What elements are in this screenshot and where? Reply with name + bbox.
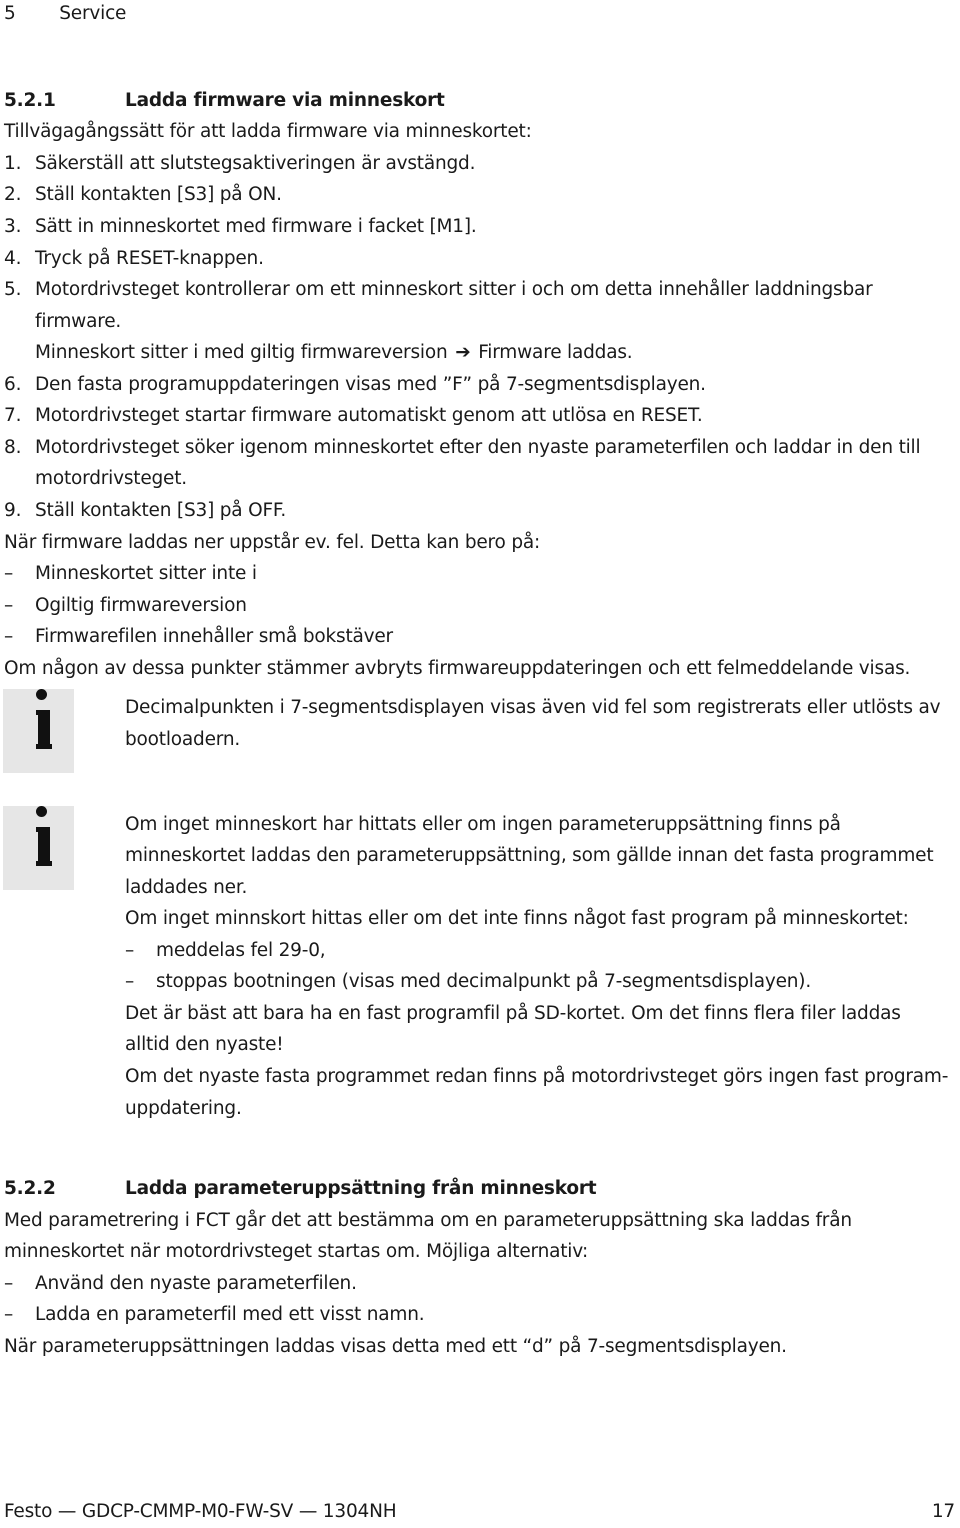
dash-bullet: – bbox=[125, 971, 135, 992]
list-item-continuation: firmware. bbox=[35, 311, 122, 332]
list-item: 2. Ställ kontakten [S3] på ON. bbox=[4, 184, 282, 205]
section-heading-522 bbox=[4, 1173, 596, 1205]
note-text: Det är bäst att bara ha en fast programfil på SD-kortet. Om det finns flera filer laddas bbox=[125, 1003, 901, 1024]
section-number: 5.2.2 bbox=[4, 1178, 56, 1199]
list-item: 1. Säkerställ att slutstegsaktiveringen är avstängd. bbox=[4, 153, 476, 174]
list-item: – meddelas fel 29-0, bbox=[125, 935, 325, 967]
page-header bbox=[4, 0, 126, 30]
list-item: 7. Motordrivsteget startar firmware automatiskt genom att utlösa en RESET. bbox=[4, 405, 703, 426]
list-item: – Ladda en parameterfil med ett visst namn. bbox=[4, 1299, 424, 1331]
note-text: minneskortet laddas den parameteruppsättning, som gällde innan det fasta programmet bbox=[125, 845, 934, 866]
info-icon bbox=[3, 806, 74, 890]
list-item-continuation: motordrivsteget. bbox=[35, 468, 187, 489]
note-text: laddades ner. bbox=[125, 877, 248, 898]
header-chapter: 5 bbox=[4, 3, 16, 24]
dash-bullet: – bbox=[4, 1304, 14, 1325]
dash-bullet: – bbox=[4, 595, 14, 616]
list-item: – Minneskortet sitter inte i bbox=[4, 558, 257, 590]
step-result: Minneskort sitter i med giltig firmwareversion ➔ Firmware laddas. bbox=[35, 337, 632, 369]
section-intro: Tillvägagångssätt för att ladda firmware via minneskortet: bbox=[4, 121, 532, 142]
header-title: Service bbox=[59, 3, 127, 24]
list-item: – Använd den nyaste parameterfilen. bbox=[4, 1268, 357, 1300]
list-item: 9. Ställ kontakten [S3] på OFF. bbox=[4, 500, 287, 521]
note-text: Om inget minneskort har hittats eller om ingen parameteruppsättning finns på bbox=[125, 814, 841, 835]
list-item: 3. Sätt in minneskortet med firmware i facket [M1]. bbox=[4, 216, 477, 237]
paragraph: Med parametrering i FCT går det att bestämma om en parameteruppsättning ska laddas från bbox=[4, 1210, 852, 1231]
dash-bullet: – bbox=[4, 563, 14, 584]
note-text: Om det nyaste fasta programmet redan finns på motordrivsteget görs ingen fast program- bbox=[125, 1066, 949, 1087]
list-item: 4. Tryck på RESET-knappen. bbox=[4, 248, 264, 269]
dash-bullet: – bbox=[4, 626, 14, 647]
note-text: Om inget minnskort hittas eller om det inte finns något fast program på minneskortet: bbox=[125, 908, 909, 929]
list-item: 5. Motordrivsteget kontrollerar om ett minneskort sitter i och om detta innehåller laddningsbar bbox=[4, 279, 873, 300]
section-number: 5.2.1 bbox=[4, 90, 56, 111]
page-number: 17 bbox=[931, 1501, 955, 1522]
paragraph: När parameteruppsättningen laddas visas detta med ett “d” på 7-segmentsdisplayen. bbox=[4, 1336, 787, 1357]
section-title: Ladda parameteruppsättning från minneskort bbox=[125, 1178, 597, 1199]
error-outro: Om någon av dessa punkter stämmer avbryts firmwareuppdateringen och ett felmeddelande visas. bbox=[4, 658, 911, 679]
list-item: – Ogiltig firmwareversion bbox=[4, 590, 247, 622]
note-text: alltid den nyaste! bbox=[125, 1034, 284, 1055]
section-title: Ladda firmware via minneskort bbox=[125, 90, 445, 111]
list-item: 8. Motordrivsteget söker igenom minneskortet efter den nyaste parameterfilen och laddar in den till bbox=[4, 437, 921, 458]
list-item: 6. Den fasta programuppdateringen visas med ”F” på 7-segmentsdisplayen. bbox=[4, 374, 706, 395]
info-icon bbox=[3, 689, 74, 773]
list-item: – stoppas bootningen (visas med decimalpunkt på 7-segmentsdisplayen). bbox=[125, 966, 811, 998]
note-text: bootloadern. bbox=[125, 729, 241, 750]
note-text: Decimalpunkten i 7-segmentsdisplayen visas även vid fel som registrerats eller utlösts av bbox=[125, 697, 941, 718]
section-heading-521 bbox=[4, 85, 445, 117]
dash-bullet: – bbox=[4, 1273, 14, 1294]
error-intro: När firmware laddas ner uppstår ev. fel. Detta kan bero på: bbox=[4, 532, 541, 553]
arrow-right-icon: ➔ bbox=[455, 342, 471, 363]
list-item: – Firmwarefilen innehåller små bokstäver bbox=[4, 621, 393, 653]
paragraph: minneskortet när motordrivsteget startas om. Möjliga alternativ: bbox=[4, 1241, 589, 1262]
dash-bullet: – bbox=[125, 940, 135, 961]
note-text: uppdatering. bbox=[125, 1098, 242, 1119]
footer-doc-id: Festo — GDCP-CMMP-M0-FW-SV — 1304NH bbox=[4, 1501, 397, 1522]
